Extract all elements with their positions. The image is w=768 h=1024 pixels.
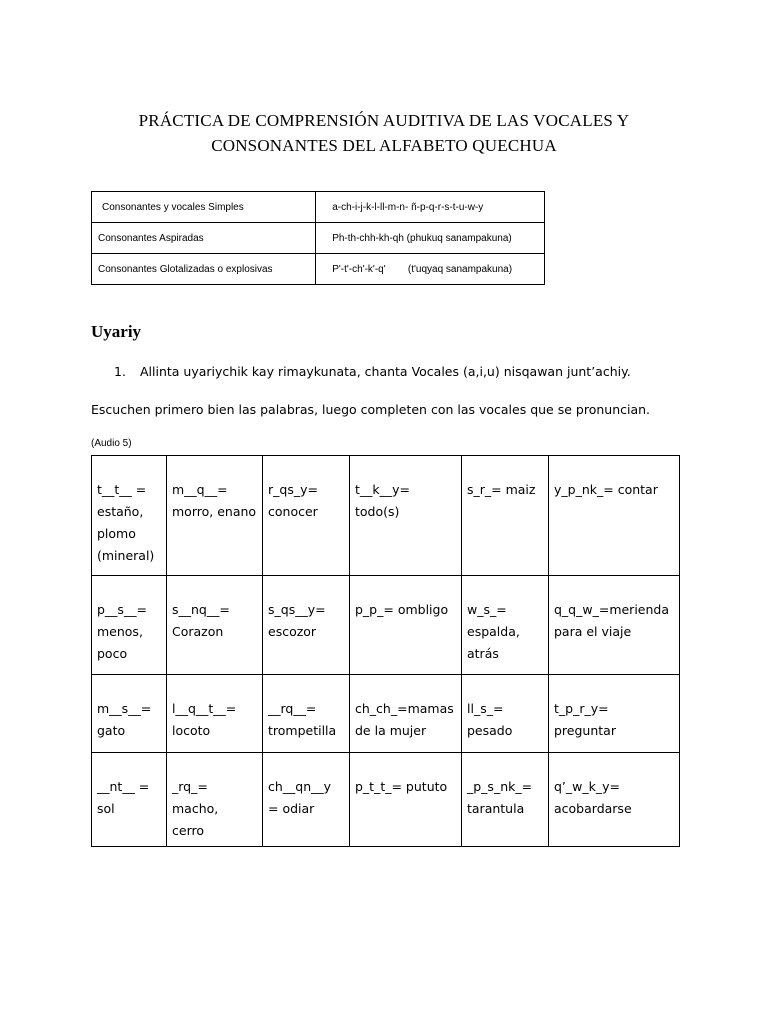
- word-cell: [92, 675, 167, 753]
- word-cell-line: para el viaje: [554, 624, 632, 639]
- alphabet-table: [91, 191, 545, 285]
- word-cell-line: m__s__=: [97, 701, 152, 716]
- word-cell: [167, 576, 263, 675]
- word-cell-line: p_t_t_= pututo: [355, 779, 448, 794]
- word-cell: [549, 576, 680, 675]
- word-cell-line: s_qs__y=: [268, 602, 326, 617]
- instruction: [114, 364, 631, 379]
- word-cell-line: todo(s): [355, 504, 400, 519]
- word-cell: [167, 753, 263, 847]
- word-cell-line: (mineral): [97, 548, 155, 563]
- word-cell: [549, 753, 680, 847]
- word-cell-line: p__s__=: [97, 602, 147, 617]
- word-cell-line: q_q_w_=merienda: [554, 602, 670, 617]
- word-cell-line: cerro: [172, 823, 204, 838]
- word-cell-line: q’_w_k_y=: [554, 779, 620, 794]
- word-cell-line: p_p_= ombligo: [355, 602, 449, 617]
- words-table: [91, 455, 680, 847]
- word-cell-line: l__q__t__=: [172, 701, 237, 716]
- word-cell-line: r_qs_y=: [268, 482, 318, 497]
- alphabet-label: Consonantes Glotalizadas o explosivas: [92, 254, 316, 285]
- word-cell-line: plomo: [97, 526, 136, 541]
- word-cell-line: atrás: [467, 646, 499, 661]
- word-cell-line: espalda,: [467, 624, 520, 639]
- alphabet-row: [92, 223, 545, 254]
- title-line-1: PRÁCTICA DE COMPRENSIÓN AUDITIVA DE LAS VOCALES Y: [138, 111, 630, 130]
- word-cell-line: m__q__=: [172, 482, 228, 497]
- document-title: [0, 108, 768, 158]
- word-row: [92, 753, 680, 847]
- word-cell-line: escozor: [268, 624, 317, 639]
- word-cell-line: poco: [97, 646, 128, 661]
- word-cell-line: estaño,: [97, 504, 144, 519]
- word-cell: [350, 753, 462, 847]
- word-cell-line: gato: [97, 723, 126, 738]
- word-cell-line: ll_s_=: [467, 701, 504, 716]
- word-cell-line: de la mujer: [355, 723, 427, 738]
- alphabet-row: [92, 192, 545, 223]
- word-cell: [92, 576, 167, 675]
- word-cell-line: t__k__y=: [355, 482, 411, 497]
- word-cell: [549, 675, 680, 753]
- word-cell-line: ch_ch_=mamas: [355, 701, 454, 716]
- word-cell: [92, 456, 167, 576]
- word-cell: [462, 753, 549, 847]
- word-cell: [462, 675, 549, 753]
- alphabet-label: Consonantes Aspiradas: [92, 223, 316, 254]
- word-cell-line: ch__qn__y: [268, 779, 332, 794]
- instruction-text: Allinta uyariychik kay rimaykunata, chanta Vocales (a,i,u) nisqawan junt’achiy.: [140, 364, 631, 379]
- word-cell: [167, 456, 263, 576]
- alphabet-value: a-ch-i-j-k-l-ll-m-n- ñ-p-q-r-s-t-u-w-y: [316, 192, 545, 223]
- word-cell-line: t__t__ =: [97, 482, 147, 497]
- word-cell-line: Corazon: [172, 624, 224, 639]
- alphabet-label: Consonantes y vocales Simples: [92, 192, 316, 223]
- word-cell-line: y_p_nk_= contar: [554, 482, 658, 497]
- word-row: [92, 675, 680, 753]
- word-cell: [350, 675, 462, 753]
- audio-label: (Audio 5): [91, 438, 132, 449]
- word-cell-line: _rq_=: [172, 779, 208, 794]
- word-cell-line: menos,: [97, 624, 143, 639]
- word-cell-line: = odiar: [268, 801, 315, 816]
- word-cell-line: s__nq__=: [172, 602, 230, 617]
- word-cell: [263, 456, 350, 576]
- word-cell: [350, 576, 462, 675]
- word-cell-line: tarantula: [467, 801, 525, 816]
- word-cell-line: sol: [97, 801, 115, 816]
- word-cell: [167, 675, 263, 753]
- instruction-number: 1.: [114, 364, 126, 379]
- word-cell-line: locoto: [172, 723, 211, 738]
- word-cell: [92, 753, 167, 847]
- word-row: [92, 576, 680, 675]
- word-row: [92, 456, 680, 576]
- word-cell: [350, 456, 462, 576]
- word-cell: [263, 675, 350, 753]
- instruction-paragraph: Escuchen primero bien las palabras, luego completen con las vocales que se pronuncian.: [91, 402, 651, 417]
- word-cell-line: trompetilla: [268, 723, 337, 738]
- word-cell-line: _p_s_nk_=: [467, 779, 533, 794]
- alphabet-value: Ph-th-chh-kh-qh (phukuq sanampakuna): [316, 223, 545, 254]
- word-cell-line: __nt__ =: [97, 779, 150, 794]
- alphabet-value: P'-t'-ch'-k'-q' (t'uqyaq sanampakuna): [316, 254, 545, 285]
- word-cell-line: morro, enano: [172, 504, 257, 519]
- word-cell-line: s_r_= maiz: [467, 482, 536, 497]
- word-cell-line: pesado: [467, 723, 513, 738]
- title-line-2: CONSONANTES DEL ALFABETO QUECHUA: [211, 136, 557, 155]
- word-cell: [263, 753, 350, 847]
- alphabet-row: [92, 254, 545, 285]
- word-cell: [263, 576, 350, 675]
- word-cell-line: t_p_r_y=: [554, 701, 609, 716]
- word-cell-line: w_s_=: [467, 602, 507, 617]
- word-cell: [462, 576, 549, 675]
- word-cell: [549, 456, 680, 576]
- word-cell: [462, 456, 549, 576]
- word-cell-line: conocer: [268, 504, 318, 519]
- word-cell-line: macho,: [172, 801, 219, 816]
- word-cell-line: __rq__=: [268, 701, 317, 716]
- section-heading: Uyariy: [91, 322, 142, 341]
- word-cell-line: preguntar: [554, 723, 616, 738]
- word-cell-line: acobardarse: [554, 801, 632, 816]
